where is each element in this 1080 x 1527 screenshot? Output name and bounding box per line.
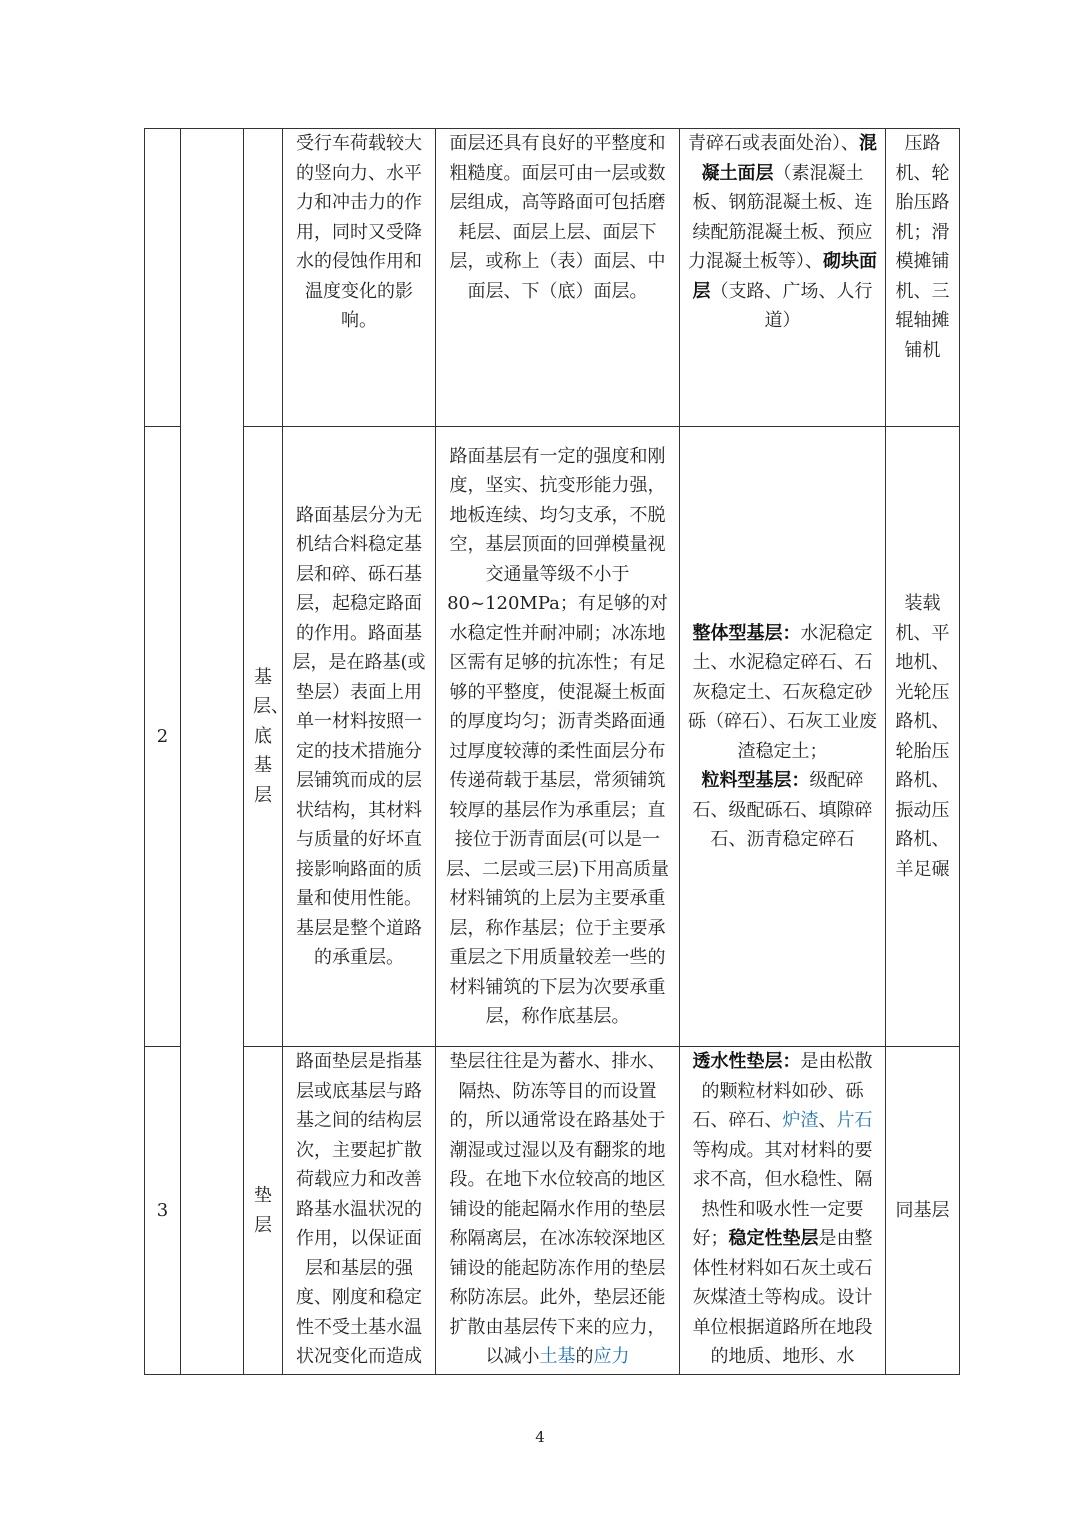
function-text: 受行车荷载较大的竖向力、水平力和冲击力的作用，同时又受降水的侵蚀作用和温度变化的影响。 (296, 133, 422, 331)
requirement-cell (436, 129, 680, 427)
link-text[interactable]: 片石 (836, 1110, 873, 1131)
no-cell: 2 (145, 427, 181, 1047)
requirement-text: 垫层往往是为蓄水、排水、隔热、防冻等目的而设置的，所以通常设在路基处于潮湿或过湿以及有翻浆的地段。在地下水位较高的地区铺设的能起隔水作用的垫层称隔离层，在冰冻较深地区铺设的能起防冻作用的垫层称防冻层。此外，垫层还能扩散由基层传下来的应力，以减小土基的应力 (449, 1051, 666, 1367)
highlight-term: 砌块面层 (692, 251, 877, 302)
highlight-term: 混凝土面层 (701, 133, 877, 184)
equipment-cell (886, 1047, 960, 1375)
category-cell (244, 1047, 283, 1375)
function-text: 路面基层分为无机结合料稳定基层和碎、砾石基层，起稳定路面的作用。路面基层，是在路基(或垫层）表面上用单一材料按照一定的技术措施分层铺筑而成的层状结构，其材料与质量的好坏直接影响路面的质量和使用性能。基层是整个道路的承重层。 (292, 504, 426, 968)
function-cell (283, 1047, 436, 1375)
link-text[interactable]: 应力 (593, 1346, 630, 1367)
requirement-text: 路面基层有一定的强度和刚度，坚实、抗变形能力强，地板连续、均匀支承，不脱空，基层顶面的回弹模量视交通量等级不小于80~120MPa；有足够的对水稳定性并耐冲刷；冰冻地区需有足够的抗冻性；有足够的平整度，使混凝土板面的厚度均匀；沥青类路面通过厚度较薄的柔性面层分布传递荷载于基层，常须铺筑较厚的基层作为承重层；直接位于沥青面层(可以是一层、二层或三层)下用高质量材料铺筑的上层为主要承重层，称作基层；位于主要承重层之下用质量较差一些的材料铺筑的下层为次要承重层，称作底基层。 (445, 445, 670, 1027)
pavement-structure-table (144, 128, 960, 1375)
highlight-term: 透水性垫层： (692, 1051, 801, 1072)
highlight-term: 稳定性垫层 (728, 1228, 819, 1249)
equipment-text: 同基层 (895, 1199, 950, 1221)
requirement-cell (436, 1047, 680, 1375)
types-cell (680, 427, 886, 1047)
table-row (145, 129, 960, 427)
category-text: 垫层 (254, 1185, 272, 1236)
requirement-cell (436, 427, 680, 1047)
category-text: 基层、底基层 (253, 666, 289, 806)
function-cell (283, 129, 436, 427)
group-cell (181, 129, 244, 1375)
link-text[interactable]: 炉渣 (782, 1110, 819, 1131)
requirement-text: 面层还具有良好的平整度和粗糙度。面层可由一层或数层组成，高等路面可包括磨耗层、面层上层、面层下层，或称上（表）面层、中面层、下（底）面层。 (449, 133, 666, 302)
page-number: 4 (535, 1428, 545, 1446)
types-cell (680, 129, 886, 427)
no-cell: 3 (145, 1047, 181, 1375)
function-cell (283, 427, 436, 1047)
no-cell (145, 129, 181, 427)
link-text[interactable]: 土基 (539, 1346, 576, 1367)
types-text: 透水性垫层：是由松散的颗粒材料如砂、砾石、碎石、炉渣、片石等构成。其对材料的要求不高，但水稳性、隔热性和吸水性一定要好；稳定性垫层是由整体性材料如石灰土或石灰煤渣土等构成。设计单位根据道路所在地段的地质、地形、水 (692, 1051, 873, 1367)
table-row (145, 427, 960, 1047)
equipment-text: 装载机、平地机、光轮压路机、轮胎压路机、振动压路机、羊足碾 (895, 593, 950, 880)
equipment-cell (886, 129, 960, 427)
category-cell (244, 129, 283, 427)
table-row (145, 1047, 960, 1375)
equipment-cell (886, 427, 960, 1047)
types-cell (680, 1047, 886, 1375)
highlight-term: 整体型基层： (692, 622, 801, 644)
function-text: 路面垫层是指基层或底基层与路基之间的结构层次，主要起扩散荷载应力和改善路基水温状况的作用，以保证面层和基层的强度、刚度和稳定性不受土基水温状况变化而造成 (296, 1051, 422, 1367)
highlight-term: 粒料型基层： (701, 770, 810, 791)
category-cell (244, 427, 289, 1047)
equipment-text: 压路机、轮胎压路机；滑模摊铺机、三辊轴摊铺机 (895, 133, 950, 361)
types-text: 整体型基层：水泥稳定土、水泥稳定碎石、石灰稳定土、石灰稳定砂砾（碎石）、石灰工业废渣稳定土； 粒料型基层：级配碎石、级配砾石、填隙碎石、沥青稳定碎石 (688, 622, 877, 850)
types-text: 青碎石或表面处治）、混凝土面层（素混凝土板、钢筋混凝土板、连续配筋混凝土板、预应力混凝土板等）、砌块面层（支路、广场、人行道） (688, 133, 877, 331)
